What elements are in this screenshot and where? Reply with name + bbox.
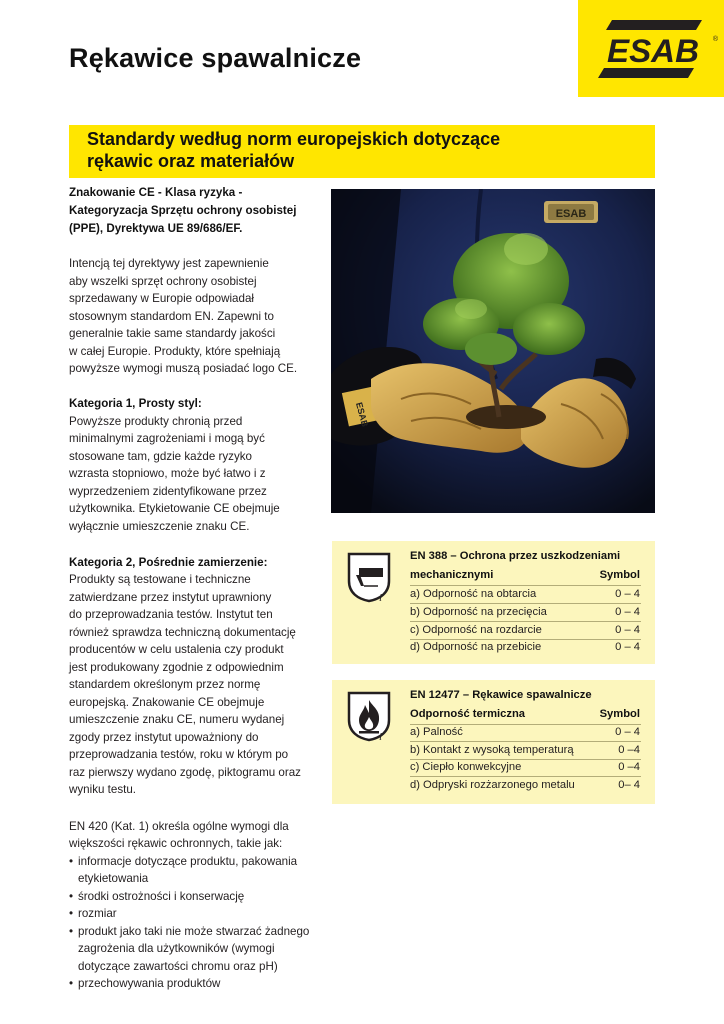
logo-stripe-top xyxy=(606,20,702,30)
category-2-line: zatwierdzane przez instytut uprawniony xyxy=(69,591,272,604)
bullet-item-line: produkt jako taki nie może stwarzać żadnego xyxy=(78,925,310,938)
divider xyxy=(410,585,641,586)
logo-stripe-bottom xyxy=(598,68,694,78)
en12477-row-label: a) Palność xyxy=(410,726,463,738)
en420-line: większości rękawic ochronnych, takie jak: xyxy=(69,837,283,850)
band-title-line-2: rękawic oraz materiałów xyxy=(87,151,295,171)
flame-hazard-icon xyxy=(346,690,392,742)
category-1-line: wyprzedzeniem zidentyfikowane przez xyxy=(69,485,267,498)
divider xyxy=(410,639,641,640)
en388-row-label: c) Odporność na rozdarcie xyxy=(410,624,542,636)
en12477-row-value: 0– 4 xyxy=(618,779,640,791)
category-2-line: Produkty są testowane i techniczne xyxy=(69,573,251,586)
category-2-line: również sprawdza techniczną dokumentację xyxy=(69,626,296,639)
en388-symbol-header: Symbol xyxy=(599,569,640,581)
ce-heading-line: (PPE), Dyrektywa UE 89/686/EF. xyxy=(69,222,243,235)
glove-cuff-text: ESAB xyxy=(353,401,371,428)
ce-heading-line: Kategoryzacja Sprzętu ochrony osobistej xyxy=(69,204,297,217)
band-title-line-1: Standardy według norm europejskich dotyczące xyxy=(87,129,501,149)
category-1-line: minimalnymi zagrożeniami i mogą być xyxy=(69,432,265,445)
category-2-line: standardem określonym przez normę xyxy=(69,678,261,691)
category-2-line: do przeprowadzania testów. Instytut ten xyxy=(69,608,273,621)
en12477-symbol-header: Symbol xyxy=(599,708,640,720)
en388-row-value: 0 – 4 xyxy=(615,588,640,600)
category-2-line: raz pierwszy wydano zgodę, piktogramu oraz xyxy=(69,766,301,779)
logo-trademark: ® xyxy=(712,36,718,43)
en388-row-label: a) Odporność na obtarcia xyxy=(410,588,537,600)
intro-line: w całej Europie. Produkty, które spełniają xyxy=(69,345,281,358)
category-2-line: jest produkowany zgodnie z odpowiednim xyxy=(69,661,284,674)
en388-row-value: 0 – 4 xyxy=(615,606,640,618)
intro-line: stosownym standardom EN. Zapewni to xyxy=(69,310,274,323)
intro-line: powyższe wymogi muszą posiadać logo CE. xyxy=(69,362,298,375)
category-2-heading: Kategoria 2, Pośrednie zamierzenie: xyxy=(69,556,268,569)
bullet-item-line: zagrożenia dla użytkowników (wymogi xyxy=(78,942,275,955)
divider xyxy=(410,621,641,622)
category-2-line: zgody przez instytut upoważniony do xyxy=(69,731,259,744)
category-1-line: Powyższe produkty chronią przed xyxy=(69,415,243,428)
bullet-item-line: dotyczące zawartości chromu oraz pH) xyxy=(78,960,278,973)
info-mark: i xyxy=(379,592,383,603)
en12477-row-value: 0 – 4 xyxy=(615,726,640,738)
en12477-subtitle: Odporność termiczna xyxy=(410,708,526,720)
photo-illustration xyxy=(331,189,655,513)
category-2-line: umieszczenie znaku CE, numeru wydanej xyxy=(69,713,285,726)
photo-welder-hands-holding-plant xyxy=(331,189,655,513)
bullet-item-line: środki ostrożności i konserwację xyxy=(78,890,245,903)
bullet-marker: • xyxy=(69,890,74,903)
logo-wordmark: ESAB xyxy=(607,33,699,69)
en420-line: EN 420 (Kat. 1) określa ogólne wymogi dla xyxy=(69,820,289,833)
intro-line: sprzedawany w Europie odpowiadał xyxy=(69,292,254,305)
en12477-row-value: 0 –4 xyxy=(618,744,640,756)
ce-heading-line: Znakowanie CE - Klasa ryzyka - xyxy=(69,186,243,199)
intro-line: generalnie takie same standardy jakości xyxy=(69,327,276,340)
en12477-panel xyxy=(332,680,655,804)
en12477-row-label: c) Ciepło konwekcyjne xyxy=(410,761,522,773)
bullet-item-line: rozmiar xyxy=(78,907,117,920)
divider xyxy=(410,741,641,742)
esab-logo-block xyxy=(578,0,724,97)
category-2-line: producentów w celu ustalenia czy produkt xyxy=(69,643,284,656)
en388-subtitle: mechanicznymi xyxy=(410,569,494,581)
page-title: Rękawice spawalnicze xyxy=(69,43,362,73)
category-2-line: przeprowadzania testów, roku w którym po xyxy=(69,748,289,761)
category-1-heading: Kategoria 1, Prosty styl: xyxy=(69,397,202,410)
divider xyxy=(410,724,641,725)
bullet-item-line: informacje dotyczące produktu, pakowania xyxy=(78,855,298,868)
en12477-row-label: d) Odpryski rozżarzonego metalu xyxy=(410,779,575,791)
bullet-item-line: przechowywania produktów xyxy=(78,977,221,990)
category-2-line: wyniku testu. xyxy=(69,783,137,796)
en12477-row-label: b) Kontakt z wysoką temperaturą xyxy=(410,744,574,756)
bullet-item-line: etykietowania xyxy=(78,872,149,885)
en388-row-value: 0 – 4 xyxy=(615,624,640,636)
category-2-line: europejską. Znakowanie CE obejmuje xyxy=(69,696,265,709)
info-mark: i xyxy=(379,731,383,742)
divider xyxy=(410,776,641,777)
category-1-line: wzrasta stopniowo, może być łatwo i z xyxy=(69,467,266,480)
esab-logo xyxy=(598,20,706,78)
bullet-marker: • xyxy=(69,977,74,990)
divider xyxy=(410,603,641,604)
mechanical-hazard-icon xyxy=(346,551,392,603)
en388-row-value: 0 – 4 xyxy=(615,641,640,653)
divider xyxy=(410,759,641,760)
jacket-badge-text: ESAB xyxy=(555,208,587,220)
intro-line: aby wszelki sprzęt ochrony osobistej xyxy=(69,275,257,288)
category-1-line: użytkownika. Etykietowanie CE obejmuje xyxy=(69,502,280,515)
bullet-marker: • xyxy=(69,925,74,938)
en388-panel xyxy=(332,541,655,664)
category-1-line: stosowane tam, gdzie każde ryzyko xyxy=(69,450,253,463)
en388-row-label: d) Odporność na przebicie xyxy=(410,641,542,653)
bullet-marker: • xyxy=(69,907,74,920)
en12477-title: EN 12477 – Rękawice spawalnicze xyxy=(410,689,592,701)
bullet-marker: • xyxy=(69,855,74,868)
en388-row-label: b) Odporność na przecięcia xyxy=(410,606,547,618)
intro-line: Intencją tej dyrektywy jest zapewnienie xyxy=(69,257,269,270)
section-band xyxy=(69,125,655,178)
category-1-line: wyłącznie umieszczenie znaku CE. xyxy=(69,520,250,533)
en12477-row-value: 0 –4 xyxy=(618,761,640,773)
en388-title: EN 388 – Ochrona przez uszkodzeniami xyxy=(410,550,621,562)
